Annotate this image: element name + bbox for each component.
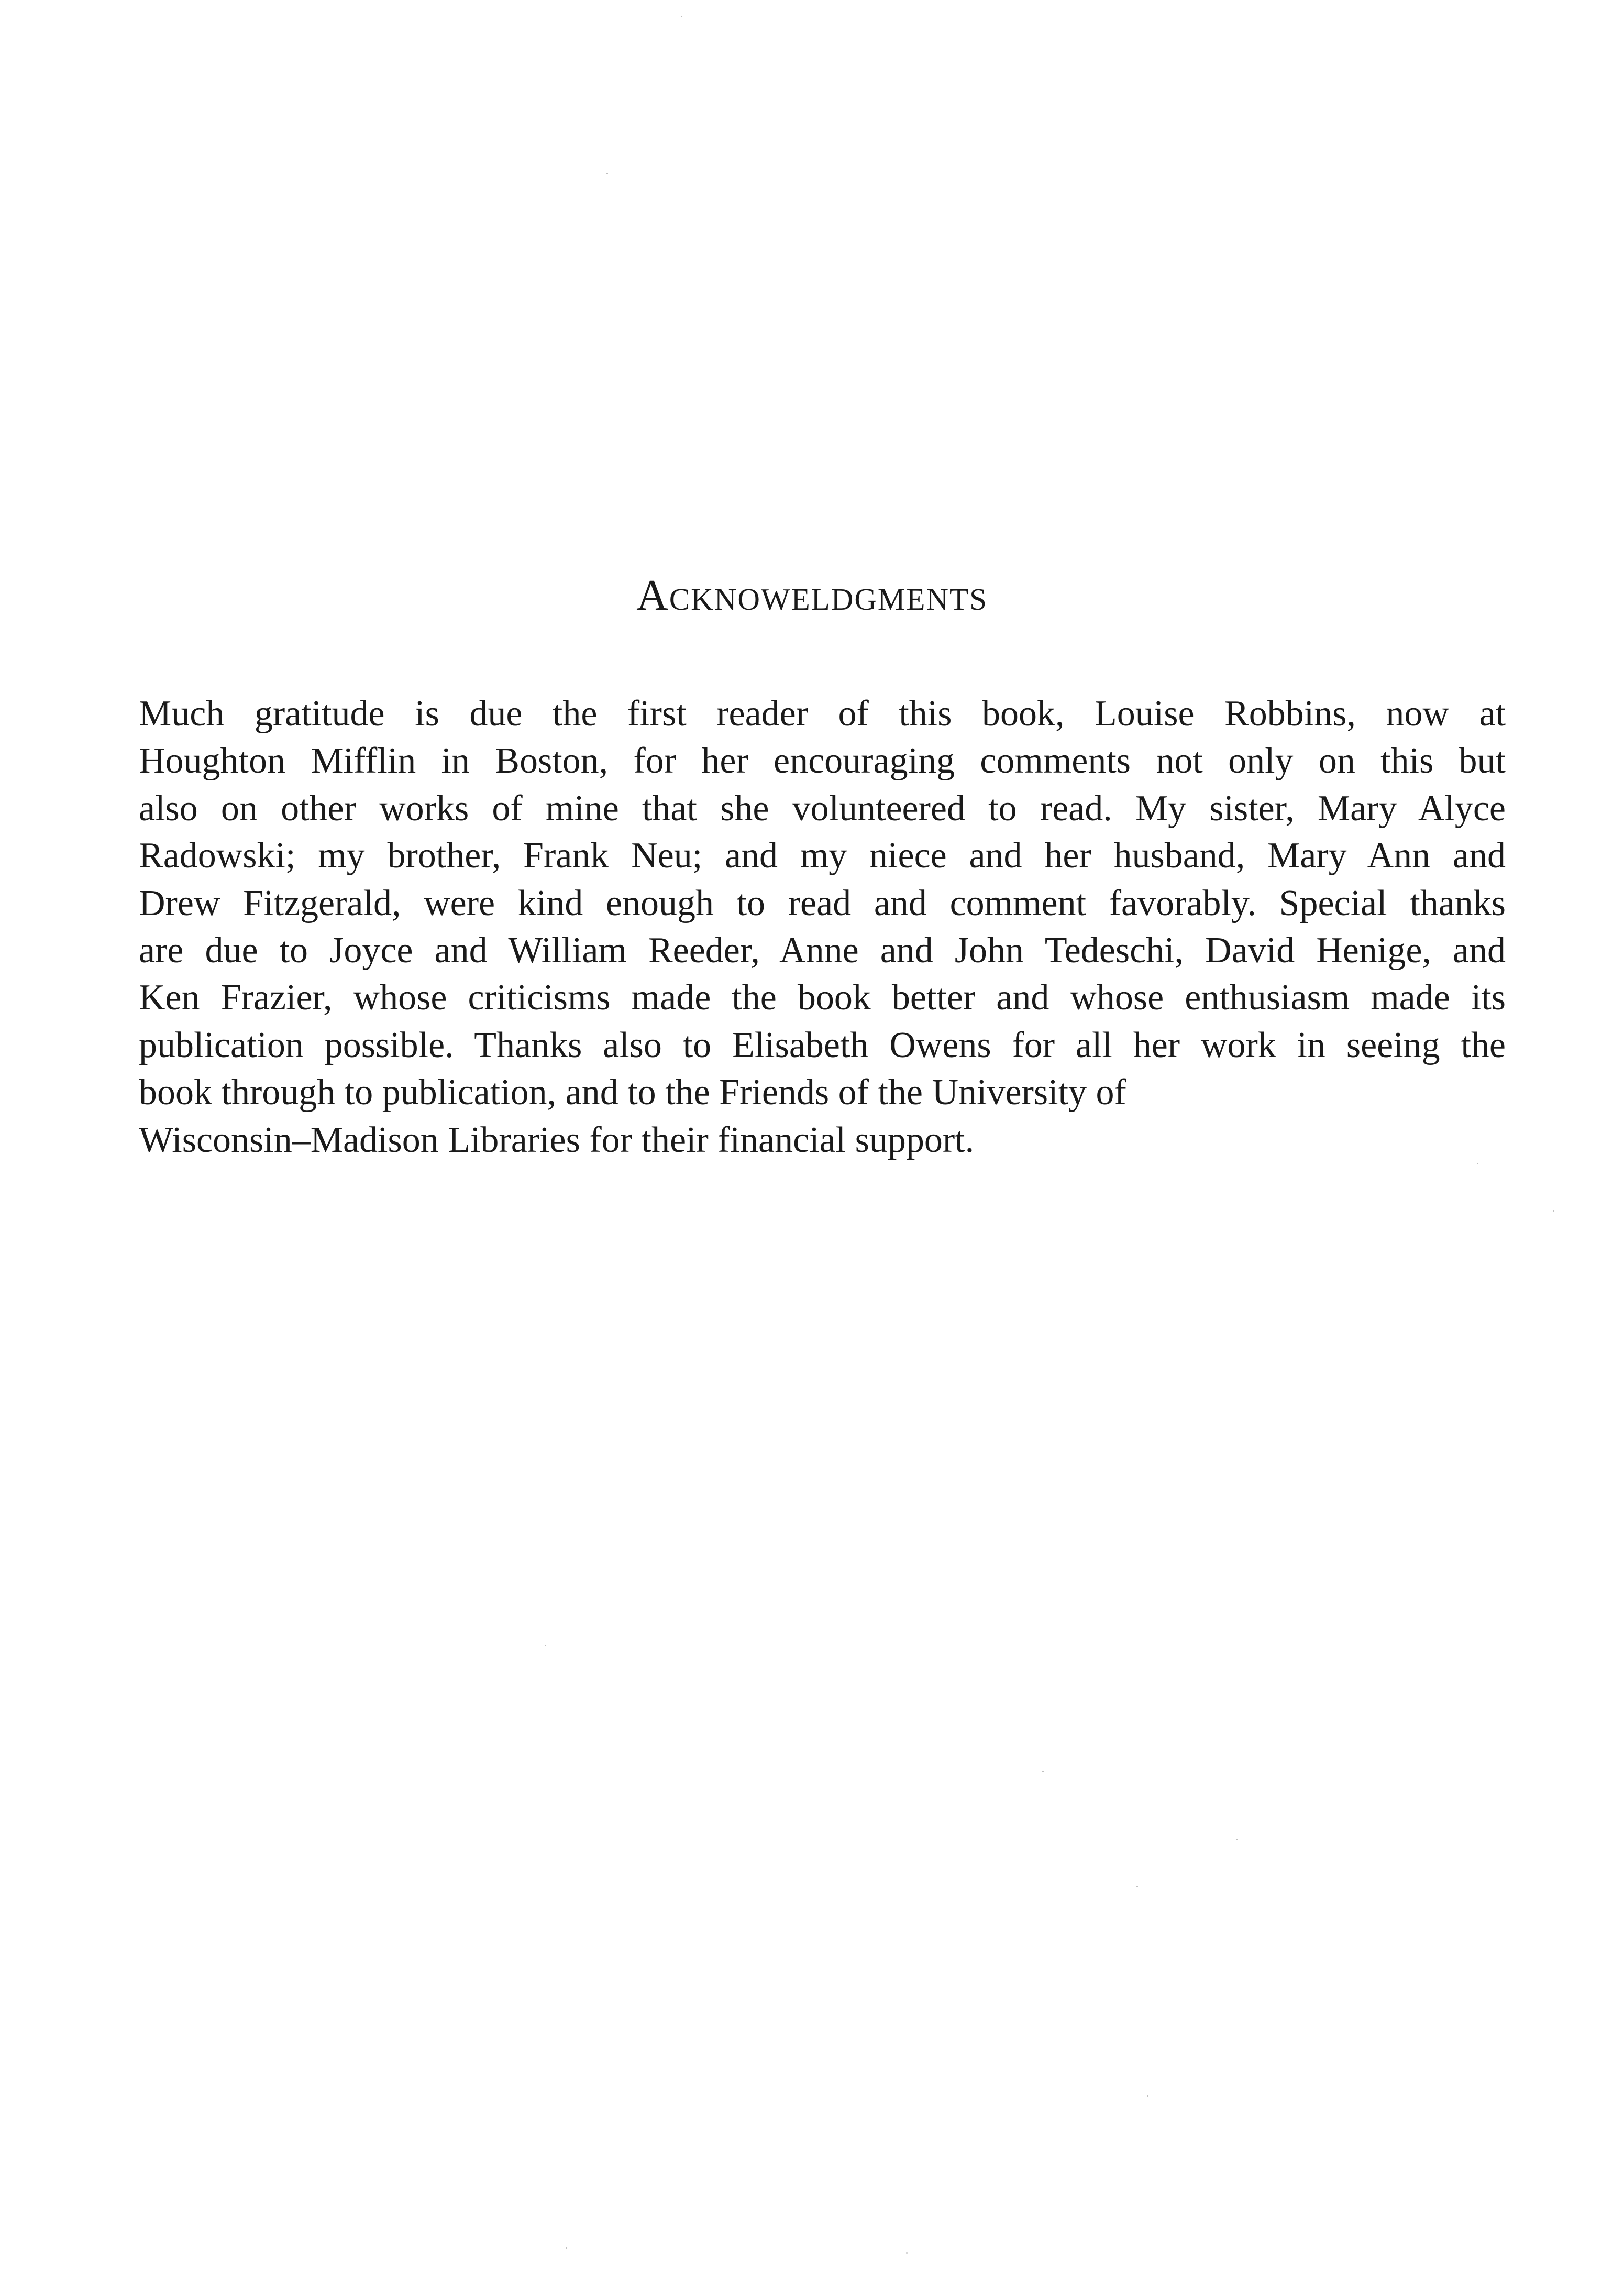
acknowledgments-paragraph <box>139 690 1506 1164</box>
paragraph-line: Ken Frazier, whose criticisms made the book better and whose enthusiasm made its <box>139 977 1506 1018</box>
scan-speck <box>1553 1210 1554 1212</box>
scan-speck <box>606 173 608 174</box>
scan-speck <box>545 1645 546 1646</box>
scan-speck <box>1136 1886 1138 1887</box>
paragraph-line: Radowski; my brother, Frank Neu; and my niece and her husband, Mary Ann and <box>139 835 1506 876</box>
scan-speck <box>1477 1163 1478 1164</box>
scan-speck <box>1236 1839 1238 1840</box>
scan-speck <box>1042 1771 1044 1772</box>
page-heading: Acknoweldgments <box>636 571 988 620</box>
paragraph-line: Houghton Mifflin in Boston, for her encouraging comments not only on this but <box>139 741 1506 782</box>
scan-speck <box>681 16 682 17</box>
paragraph-line: book through to publication, and to the Friends of the University of <box>139 1072 1126 1113</box>
paragraph-line: Drew Fitzgerald, were kind enough to read and comment favorably. Special thanks <box>139 883 1506 923</box>
scan-speck <box>566 2247 567 2249</box>
scan-speck <box>906 2252 908 2254</box>
paragraph-line: are due to Joyce and William Reeder, Anne and John Tedeschi, David Henige, and <box>139 930 1506 971</box>
paragraph-line: Wisconsin–Madison Libraries for their financial support. <box>139 1119 975 1160</box>
paragraph-line: Much gratitude is due the first reader of this book, Louise Robbins, now at <box>139 694 1506 734</box>
paragraph-line: publication possible. Thanks also to Elisabeth Owens for all her work in seeing the <box>139 1025 1506 1065</box>
paragraph-line: also on other works of mine that she volunteered to read. My sister, Mary Alyce <box>139 788 1506 829</box>
scan-speck <box>1147 2095 1148 2097</box>
